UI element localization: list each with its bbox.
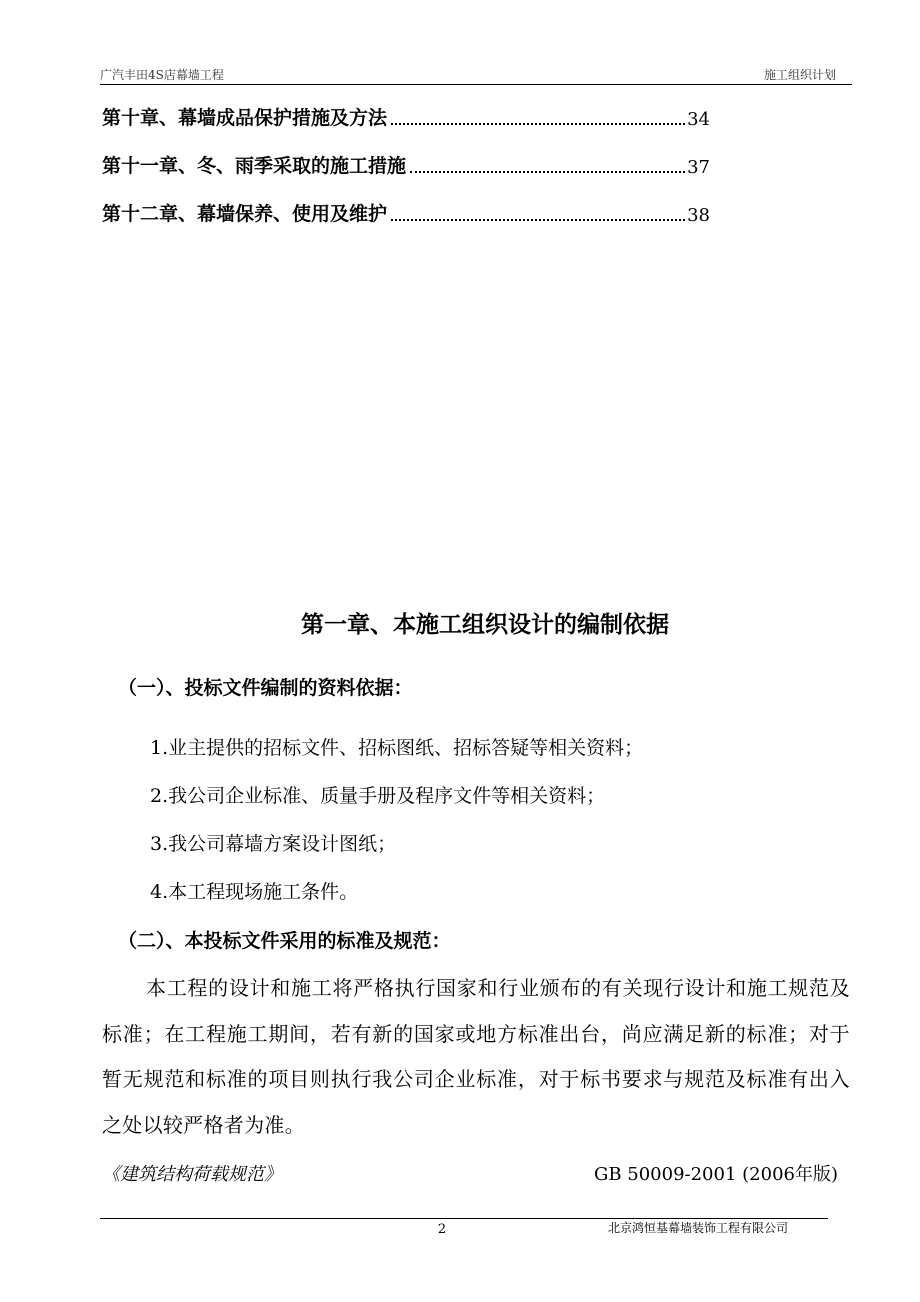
section-heading-materials: （一）、投标文件编制的资料依据：	[118, 677, 413, 699]
toc-leader-dots	[391, 219, 685, 221]
toc-leader-dots	[410, 171, 685, 173]
toc-entry-page: 37	[687, 157, 710, 178]
toc-entry[interactable]	[102, 148, 710, 178]
toc-entry[interactable]	[102, 100, 710, 130]
footer-company-name: 北京鸿恒基幕墙装饰工程有限公司	[608, 1221, 789, 1235]
standard-name: 《建筑结构荷载规范》	[102, 1164, 282, 1185]
toc-entry-title: 第十二章、幕墙保养、使用及维护	[102, 203, 388, 225]
page-number: 2	[437, 1222, 447, 1237]
standard-code: GB 50009-2001 (2006年版)	[593, 1164, 838, 1185]
header-document-type: 施工组织计划	[763, 68, 836, 82]
list-item: 1.业主提供的招标文件、招标图纸、招标答疑等相关资料；	[150, 737, 644, 759]
list-item: 2.我公司企业标准、质量手册及程序文件等相关资料；	[150, 785, 606, 807]
section-heading-standards: （二）、本投标文件采用的标准及规范：	[118, 930, 451, 952]
toc-entry-title: 第十章、幕墙成品保护措施及方法	[102, 107, 388, 129]
page-header	[100, 64, 852, 85]
body-paragraph: 本工程的设计和施工将严格执行国家和行业颁布的有关现行设计和施工规范及标准；在工程施工期间，若有新的国家或地方标准出台，尚应满足新的标准；对于暂无规范和标准的项目则执行我公司企业标准，对于标书要求与规范及标准有出入之处以较严格者为准。	[102, 976, 850, 1137]
toc-entry-page: 38	[687, 205, 710, 226]
list-item: 4.本工程现场施工条件。	[150, 881, 359, 903]
toc-entry-page: 34	[687, 109, 710, 130]
standard-row	[102, 1160, 838, 1188]
toc-leader-dots	[391, 123, 685, 125]
list-item: 3.我公司幕墙方案设计图纸；	[150, 833, 397, 855]
toc-entry[interactable]	[102, 196, 710, 226]
chapter-title: 第一章、本施工组织设计的编制依据	[301, 612, 669, 638]
header-project-name: 广汽丰田4S店幕墙工程	[100, 68, 224, 82]
toc-entry-title: 第十一章、冬、雨季采取的施工措施	[102, 155, 407, 177]
